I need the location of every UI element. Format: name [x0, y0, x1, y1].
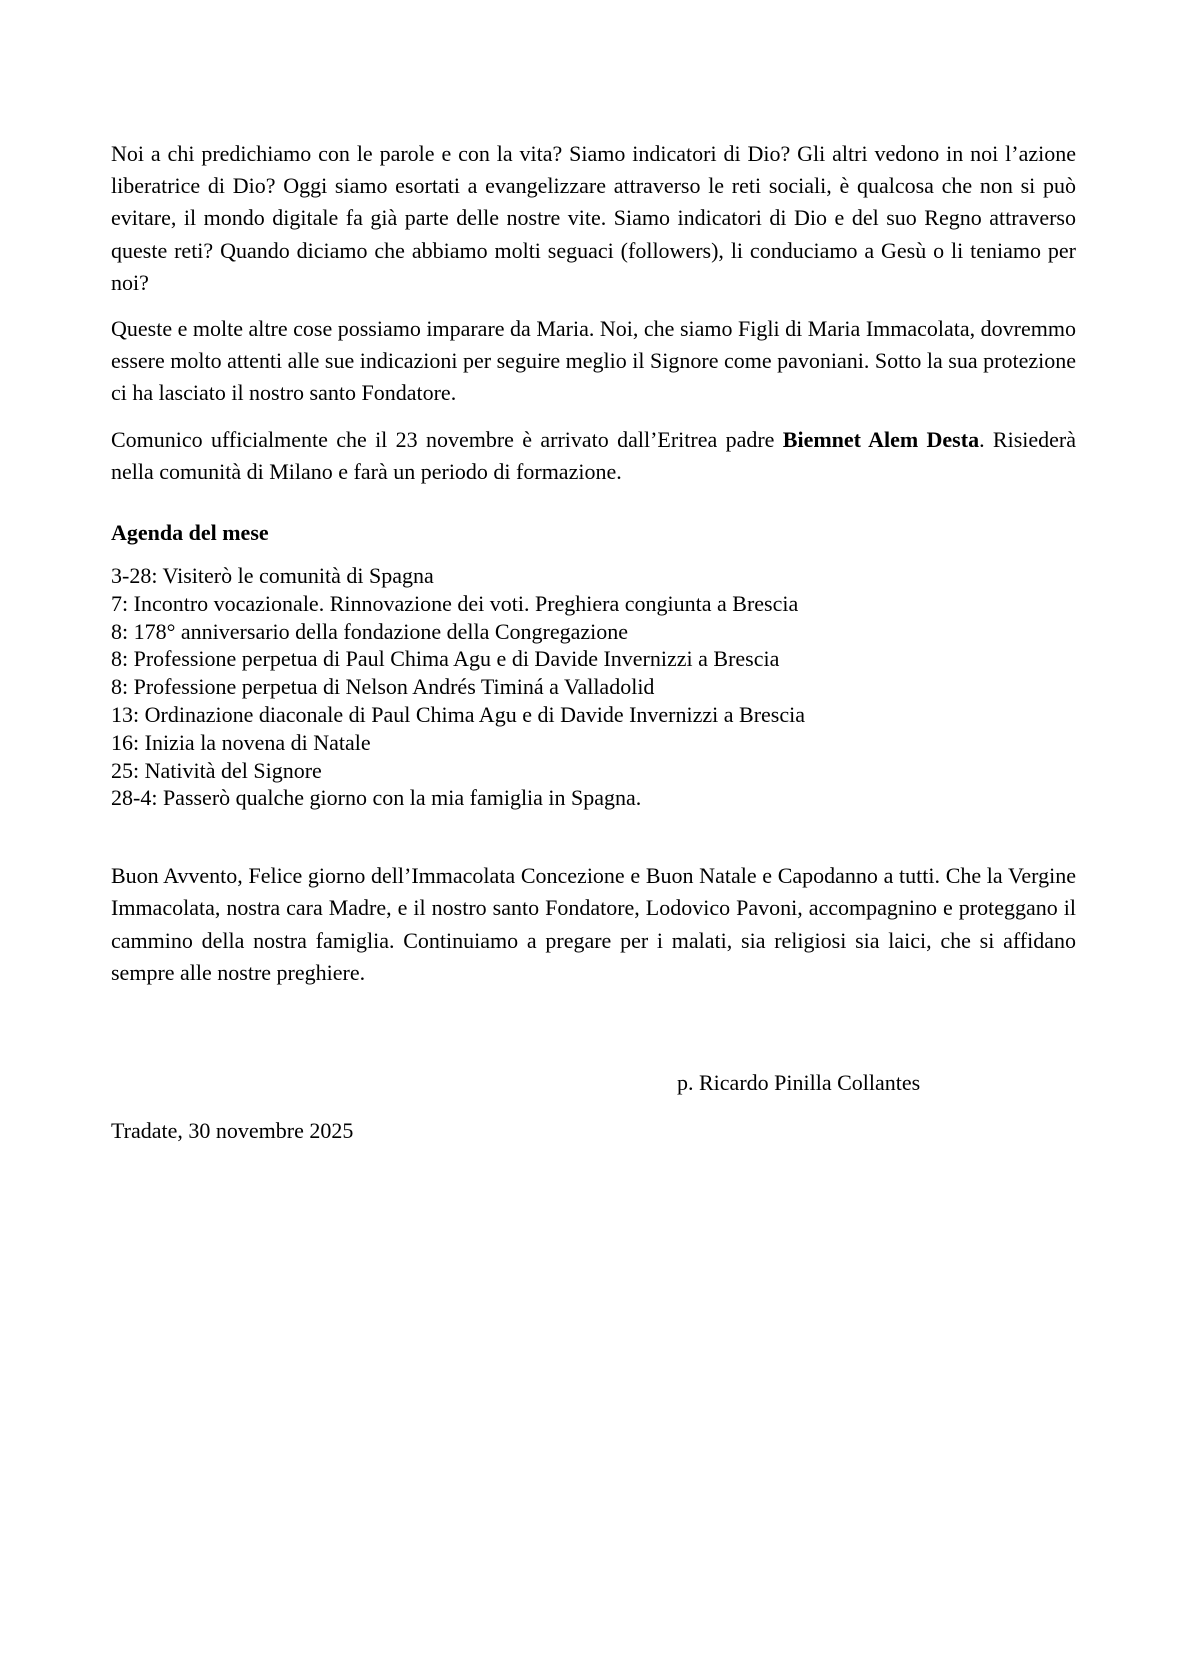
agenda-item: 8: Professione perpetua di Nelson Andrés Timiná a Valladolid — [111, 674, 655, 700]
agenda-item: 8: 178° anniversario della fondazione della Congregazione — [111, 618, 629, 644]
agenda-heading: Agenda del mese — [111, 520, 269, 546]
agenda-item: 7: Incontro vocazionale. Rinnovazione dei voti. Preghiera congiunta a Brescia — [111, 590, 799, 616]
announcement-text: Comunico ufficialmente che il 23 novembre è arrivato dall’Eritrea padre — [111, 426, 783, 452]
agenda-list — [111, 562, 1076, 812]
paragraph-announcement — [111, 424, 1076, 488]
agenda-item: 13: Ordinazione diaconale di Paul Chima Agu e di Davide Invernizzi a Brescia — [111, 702, 805, 728]
place-date: Tradate, 30 novembre 2025 — [111, 1118, 354, 1143]
letter-body — [111, 138, 1076, 1003]
agenda-item: 28-4: Passerò qualche giorno con la mia famiglia in Spagna. — [111, 785, 642, 811]
paragraph-preaching: Noi a chi predichiamo con le parole e con la vita? Siamo indicatori di Dio? Gli altri vedono in noi l’azione liberatrice di Dio? Oggi siamo esortati a evangelizzare attraverso le reti sociali, è qualcosa che non si può evitare, il mondo digitale fa già parte delle nostre vite. Siamo indicatori di Dio e del suo Regno attraverso queste reti? Quando diciamo che abbiamo molti seguaci (followers), li conduciamo a Gesù o li teniamo per noi? — [111, 141, 1076, 295]
paragraph-maria: Queste e molte altre cose possiamo imparare da Maria. Noi, che siamo Figli di Maria Immacolata, dovremmo essere molto attenti alle sue indicazioni per seguire meglio il Signore come pavoniani. Sotto la sua protezione ci ha lasciato il nostro santo Fondatore. — [111, 316, 1076, 406]
agenda-item: 16: Inizia la novena di Natale — [111, 729, 371, 755]
agenda-item: 25: Natività del Signore — [111, 757, 322, 783]
signature: p. Ricardo Pinilla Collantes — [677, 1070, 921, 1095]
closing-paragraph: Buon Avvento, Felice giorno dell’Immacolata Concezione e Buon Natale e Capodanno a tutti. Che la Vergine Immacolata, nostra cara Madre, e il nostro santo Fondatore, Lodovico Pavoni, accompagnino e proteggano il cammino della nostra famiglia. Continuiamo a pregare per i malati, sia religiosi sia laici, che si affidano sempre alle nostre preghiere. — [111, 863, 1076, 985]
agenda-item: 3-28: Visiterò le comunità di Spagna — [111, 563, 434, 589]
announcement-text-end: . Risiederà nella comunità di Milano e farà un periodo di formazione. — [111, 426, 1076, 484]
agenda-item: 8: Professione perpetua di Paul Chima Agu e di Davide Invernizzi a Brescia — [111, 646, 780, 672]
announcement-name: Biemnet Alem Desta — [782, 426, 980, 452]
